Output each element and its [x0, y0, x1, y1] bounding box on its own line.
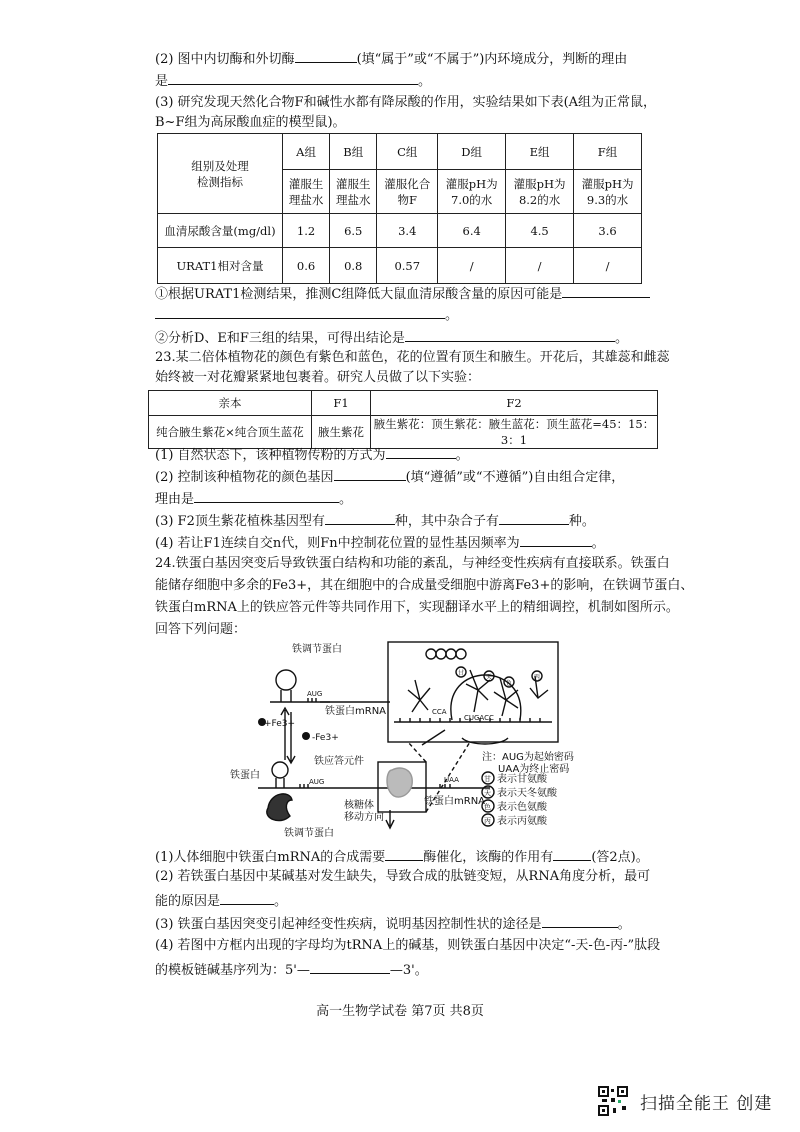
- answer-blank[interactable]: [499, 510, 569, 525]
- label-iron-regulatory-protein-top: 铁调节蛋白: [292, 644, 342, 655]
- q23-s1-line: [155, 444, 469, 465]
- answer-blank[interactable]: [194, 488, 339, 503]
- table-cell: 3.4: [377, 214, 438, 248]
- q23-s1-period: 。: [455, 448, 469, 463]
- aa-gly-text: 甘: [458, 670, 465, 677]
- table-cell: 0.57: [377, 248, 438, 284]
- legend-note-uaa: UAA为终止密码: [498, 764, 570, 775]
- table-cell: 0.6: [283, 248, 330, 284]
- treatment-line1: 灌服pH为: [513, 176, 566, 191]
- row-label: URAT1相对含量: [158, 248, 283, 284]
- group-header: C组: [377, 134, 438, 170]
- treatment-cell: [330, 170, 377, 214]
- answer-blank[interactable]: [325, 510, 395, 525]
- answer-blank[interactable]: [385, 846, 423, 861]
- q24-s3-text: (3) 铁蛋白基因突变引起神经变性疾病，说明基因控制性状的途径是: [155, 917, 542, 932]
- table-cell: 0.8: [330, 248, 377, 284]
- group-header: A组: [283, 134, 330, 170]
- table-cell: 1.2: [283, 214, 330, 248]
- q24-s1-line: [155, 846, 649, 867]
- label-plus-fe: +Fe3+: [264, 719, 296, 729]
- table-corner-bottom: 检测指标: [197, 174, 243, 189]
- treatment-line2: 理盐水: [288, 192, 324, 207]
- scanner-watermark: [598, 1084, 772, 1118]
- aa-ala-text: 丙: [534, 674, 541, 681]
- legend-ala-icon-text: 丙: [484, 817, 491, 825]
- answer-blank[interactable]: [155, 304, 445, 319]
- legend-trp: 表示色氨酸: [497, 802, 547, 813]
- q24-s4-line1: (4) 若图中方框内出现的字母均为tRNA上的碱基，则铁蛋白基因中决定“-天-色-丙-”肽段: [155, 938, 661, 953]
- q22-part2-line1: [155, 48, 627, 69]
- label-mrna-top: 铁蛋白mRNA: [325, 706, 387, 717]
- q22-part3-line1: (3) 研究发现天然化合物F和碱性水都有降尿酸的作用，实验结果如下表(A组为正常鼠，: [155, 95, 657, 110]
- q22-part3-line2: B~F组为高尿酸血症的模型鼠)。: [155, 115, 346, 130]
- q22-c1-line2: [155, 304, 458, 325]
- q24-s4-text-b: 的模板链碱基序列为：5'—: [155, 963, 310, 978]
- table-cell: 6.5: [330, 214, 377, 248]
- treatment-line1: 灌服化合: [384, 176, 431, 191]
- q24-s2-period: 。: [274, 894, 288, 909]
- treatment-cell: [438, 170, 506, 214]
- q22-c1-period: 。: [445, 308, 459, 323]
- treatment-line2: 物F: [397, 192, 417, 207]
- answer-blank[interactable]: [405, 327, 615, 342]
- treatment-line1: 灌服pH为: [445, 176, 498, 191]
- answer-blank[interactable]: [386, 444, 456, 459]
- legend-trp-icon-text: 色: [484, 803, 491, 811]
- q24-s1-text: (1)人体细胞中铁蛋白mRNA的合成需要: [155, 850, 386, 865]
- q24-s1-text-c: (答2点)。: [591, 850, 649, 865]
- legend-asp: 表示天冬氨酸: [497, 788, 557, 799]
- treatment-line2: 理盐水: [335, 192, 371, 207]
- label-mrna-bottom: 铁蛋白mRNA: [424, 796, 486, 807]
- table-corner-top: 组别及处理: [191, 158, 249, 173]
- label-ferritin: 铁蛋白: [230, 770, 260, 781]
- q22-part2-text-c: 是: [155, 74, 169, 89]
- treatment-line2: 7.0的水: [451, 192, 493, 207]
- answer-blank[interactable]: [520, 532, 592, 547]
- q23-intro-line2: 始终被一对花瓣紧紧地包裹着。研究人员做了以下实验：: [155, 370, 481, 385]
- table-cell: 6.4: [438, 214, 506, 248]
- label-ribosome: 核糖体: [344, 800, 374, 811]
- treatment-line1: 灌服pH为: [581, 176, 634, 191]
- iron-dot-icon: [302, 732, 310, 740]
- ferritin-regulation-diagram: [230, 638, 650, 843]
- q24-intro-line1: 24.铁蛋白基因突变后导致铁蛋白结构和功能的紊乱，与神经变性疾病有直接联系。铁蛋白: [155, 556, 670, 571]
- direction-arrow-icon: [386, 810, 394, 828]
- table-header: F2: [371, 391, 658, 416]
- q24-intro-line3: 铁蛋白mRNA上的铁应答元件等共同作用下，实现翻译水平上的精细调控，机制如图所示。: [155, 600, 679, 615]
- q24-s4-line2: [155, 959, 428, 980]
- table-header: F1: [312, 391, 371, 416]
- uric-acid-table: [157, 133, 642, 284]
- answer-blank[interactable]: [168, 70, 418, 85]
- page-footer: 高一生物学试卷 第7页 共8页: [316, 1004, 484, 1019]
- table-cell: 腋生紫花: [312, 416, 371, 449]
- legend-gly: 表示甘氨酸: [497, 774, 547, 785]
- q22-c2-line: [155, 327, 628, 348]
- answer-blank[interactable]: [542, 913, 618, 928]
- group-header: F组: [574, 134, 642, 170]
- q22-c1-text: ①根据URAT1检测结果，推测C组降低大鼠血清尿酸含量的原因可能是: [155, 287, 563, 302]
- table-cell: /: [574, 248, 642, 284]
- q23-s1-text: (1) 自然状态下，该种植物传粉的方式为: [155, 448, 386, 463]
- q22-part2-period: 。: [418, 74, 432, 89]
- answer-blank[interactable]: [295, 48, 357, 63]
- q24-s2-text-b: 能的原因是: [155, 894, 221, 909]
- label-iron-regulatory-protein-bottom: 铁调节蛋白: [284, 828, 334, 839]
- q23-s3-text-c: 种。: [568, 514, 595, 529]
- hairpin-top-icon: [276, 670, 296, 690]
- answer-blank[interactable]: [562, 283, 650, 298]
- answer-blank[interactable]: [310, 959, 390, 974]
- table-corner: [158, 134, 283, 214]
- q23-s4-text: (4) 若让F1连续自交n代，则Fn中控制花位置的显性基因频率为: [155, 536, 520, 551]
- q23-s2-text-c: 理由是: [155, 492, 195, 507]
- table-header: 亲本: [149, 391, 312, 416]
- table-cell: /: [506, 248, 574, 284]
- q23-s3-text-b: 种，其中杂合子有: [394, 514, 499, 529]
- treatment-cell: [574, 170, 642, 214]
- treatment-line1: 灌服生: [335, 176, 371, 191]
- hairpin-bottom-icon: [272, 762, 288, 778]
- q22-c2-period: 。: [614, 331, 628, 346]
- q23-s2-period: 。: [339, 492, 353, 507]
- table-row: [158, 248, 642, 284]
- treatment-cell: [283, 170, 330, 214]
- legend-gly-icon-text: 甘: [484, 775, 491, 783]
- table-cell: 4.5: [506, 214, 574, 248]
- qr-code-icon: [598, 1086, 628, 1116]
- q23-s2-text: (2) 控制该种植物花的颜色基因: [155, 470, 334, 485]
- q24-s2-line1: (2) 若铁蛋白基因中某碱基对发生缺失，导致合成的肽链变短，从RNA角度分析，最可: [155, 869, 651, 884]
- q22-c2-text: ②分析D、E和F三组的结果，可得出结论是: [155, 331, 405, 346]
- q24-s4-text-c: —3'。: [389, 963, 428, 978]
- q24-s1-text-b: 酶催化，该酶的作用有: [423, 850, 554, 865]
- q23-s3-text: (3) F2顶生紫花植株基因型有: [155, 514, 325, 529]
- treatment-cell: [506, 170, 574, 214]
- q24-intro-line2: 能储存细胞中多余的Fe3+，其在细胞中的合成量受细胞中游离Fe3+的影响，在铁调节蛋白、: [155, 578, 694, 593]
- scanner-text: 扫描全能王 创建: [640, 1093, 773, 1114]
- label-aug-2: AUG: [309, 778, 325, 786]
- treatment-cell: [377, 170, 438, 214]
- q23-s2-line2: [155, 488, 352, 509]
- q23-intro-line1: 23.某二倍体植物花的颜色有紫色和蓝色，花的位置有顶生和腋生。开花后，其雄蕊和雌蕊: [155, 350, 670, 365]
- q24-intro-line4: 回答下列问题：: [155, 622, 247, 637]
- group-header: B组: [330, 134, 377, 170]
- q24-s2-line2: [155, 890, 287, 911]
- q23-s4-period: 。: [591, 536, 605, 551]
- legend-asp-icon-text: 天: [484, 789, 491, 797]
- q22-part2-text: (2) 图中内切酶和外切酶: [155, 52, 295, 67]
- iron-regulatory-protein-icon: [267, 794, 292, 821]
- q23-s2-line1: [155, 466, 624, 487]
- q22-c1-line1: [155, 283, 650, 304]
- table-row: [158, 214, 642, 248]
- table-cell: 腋生紫花：顶生紫花：腋生蓝花：顶生蓝花=45：15：3：1: [371, 416, 658, 449]
- answer-blank[interactable]: [553, 846, 591, 861]
- q23-s4-line: [155, 532, 605, 553]
- aa-trp-text: 色: [506, 680, 513, 687]
- label-cca: CCA: [432, 708, 447, 716]
- legend-ala: 表示丙氨酸: [497, 816, 547, 827]
- aa-asp-text: 天: [486, 674, 493, 681]
- up-arrow-icon: [281, 708, 289, 760]
- group-header: D组: [438, 134, 506, 170]
- q22-part2-line2: [155, 70, 431, 91]
- label-aug: AUG: [307, 690, 323, 698]
- table-cell: 纯合腋生紫花×纯合顶生蓝花: [149, 416, 312, 449]
- label-minus-fe: -Fe3+: [312, 733, 339, 743]
- label-uaa: UAA: [444, 776, 459, 784]
- q22-part2-text-b: (填“属于”或“不属于”)内环境成分，判断的理由: [356, 52, 628, 67]
- label-ire: 铁应答元件: [314, 756, 364, 767]
- answer-blank[interactable]: [334, 466, 406, 481]
- label-ribosome-direction: 移动方向: [344, 812, 384, 823]
- table-cell: 3.6: [574, 214, 642, 248]
- treatment-line2: 9.3的水: [586, 192, 629, 207]
- treatment-line1: 灌服生: [288, 176, 324, 191]
- group-header: E组: [506, 134, 574, 170]
- answer-blank[interactable]: [220, 890, 274, 905]
- q24-s3-line: [155, 913, 631, 934]
- q24-s3-period: 。: [617, 917, 631, 932]
- table-cell: /: [438, 248, 506, 284]
- ribosome-icon: [387, 768, 412, 797]
- legend-note-title: 注：AUG为起始密码: [482, 752, 574, 763]
- label-codons: CUGACC: [464, 714, 494, 722]
- q23-s3-line: [155, 510, 595, 531]
- q23-s2-text-b: (填“遵循”或“不遵循”)自由组合定律，: [405, 470, 625, 485]
- cross-table: [148, 390, 658, 449]
- treatment-line2: 8.2的水: [518, 192, 561, 207]
- row-label: 血清尿酸含量(mg/dl): [158, 214, 283, 248]
